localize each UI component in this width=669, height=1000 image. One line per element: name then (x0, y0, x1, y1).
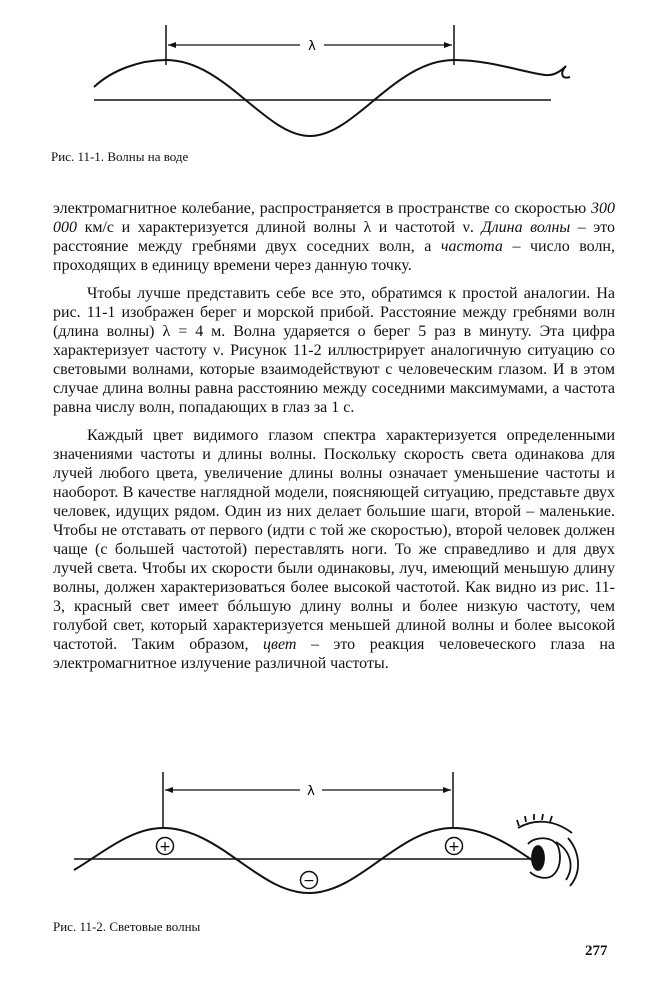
figure1-caption-text: Волны на воде (107, 149, 189, 164)
plus-sign-1 (157, 838, 174, 856)
plus-sign-2 (446, 838, 463, 856)
lambda-label: λ (308, 39, 316, 54)
figure-water-waves (0, 0, 669, 170)
minus-sign (301, 872, 318, 890)
paragraph-2: Чтобы лучше представить себе все это, обратимся к простой аналогии. На рис. 11-1 изображен берег и морской прибой. Расстояние между гребнями волн (длина волны) λ = 4 м. Волна ударяется о берег 5 раз в минуту. Эта цифра характеризует частоту ν. Рисунок 11-2 иллюстрирует аналогичную ситуацию со световыми волнами, которые взаимодействуют с человеческим глазом. И в этом случае длина волны равна расстоянию между соседними максимумами, а частота равна числу волн, попадающих в глаз за 1 с. (53, 285, 615, 416)
term-color: цвет (263, 636, 297, 653)
eye-icon (517, 814, 578, 886)
term-frequency: частота (440, 238, 503, 255)
figure2-caption-text: Световые волны (109, 919, 201, 934)
svg-text:−: − (303, 873, 315, 889)
figure2-caption (53, 919, 200, 935)
speed-value: 300 000 (53, 200, 615, 236)
paragraph-1: электромагнитное колебание, распространяется в пространстве со скоростью 300 000 км/с и характеризуется длиной волны λ и частотой ν. Длина волны – это расстояние между гребнями двух соседних волн, а частота – число волн, проходящих в единицу времени через данную точку. (53, 200, 615, 274)
svg-text:+: + (448, 839, 460, 855)
body-text (53, 199, 615, 673)
term-wavelength: Длина волны (481, 219, 571, 236)
figure1-caption (51, 149, 188, 165)
page-number: 277 (585, 943, 608, 959)
figure2-caption-number: Рис. 11-2. (53, 919, 107, 934)
figure1-caption-number: Рис. 11-1. (51, 149, 105, 164)
lambda-label: λ (307, 784, 315, 799)
water-wave-curve (94, 60, 570, 136)
light-wave-curve (74, 828, 532, 893)
svg-text:+: + (159, 839, 171, 855)
paragraph-3: Каждый цвет видимого глазом спектра характеризуется определенными значениями частоты и длины волны. Поскольку скорость света одинакова для лучей любого цвета, увеличение длины волны означает уменьшение частоты и наоборот. В качестве наглядной модели, поясняющей ситуацию, представьте двух человек, идущих рядом. Один из них делает большие шаги, второй – маленькие. Чтобы не отставать от первого (идти с той же скоростью), второй человек должен чаще (с большей частотой) переставлять ноги. То же справедливо и для двух лучей света. Чтобы их скорости были одинаковы, луч, имеющий меньшую длину волны, должен характеризоваться более высокой частотой. Как видно из рис. 11-3, красный свет имеет бóльшую длину волны и более низкую частоту, чем голубой свет, который характеризуется меньшей длиной волны и более высокой частотой. Таким образом, цвет – это реакция человеческого глаза на электромагнитное излучение различной частоты. (53, 427, 615, 672)
